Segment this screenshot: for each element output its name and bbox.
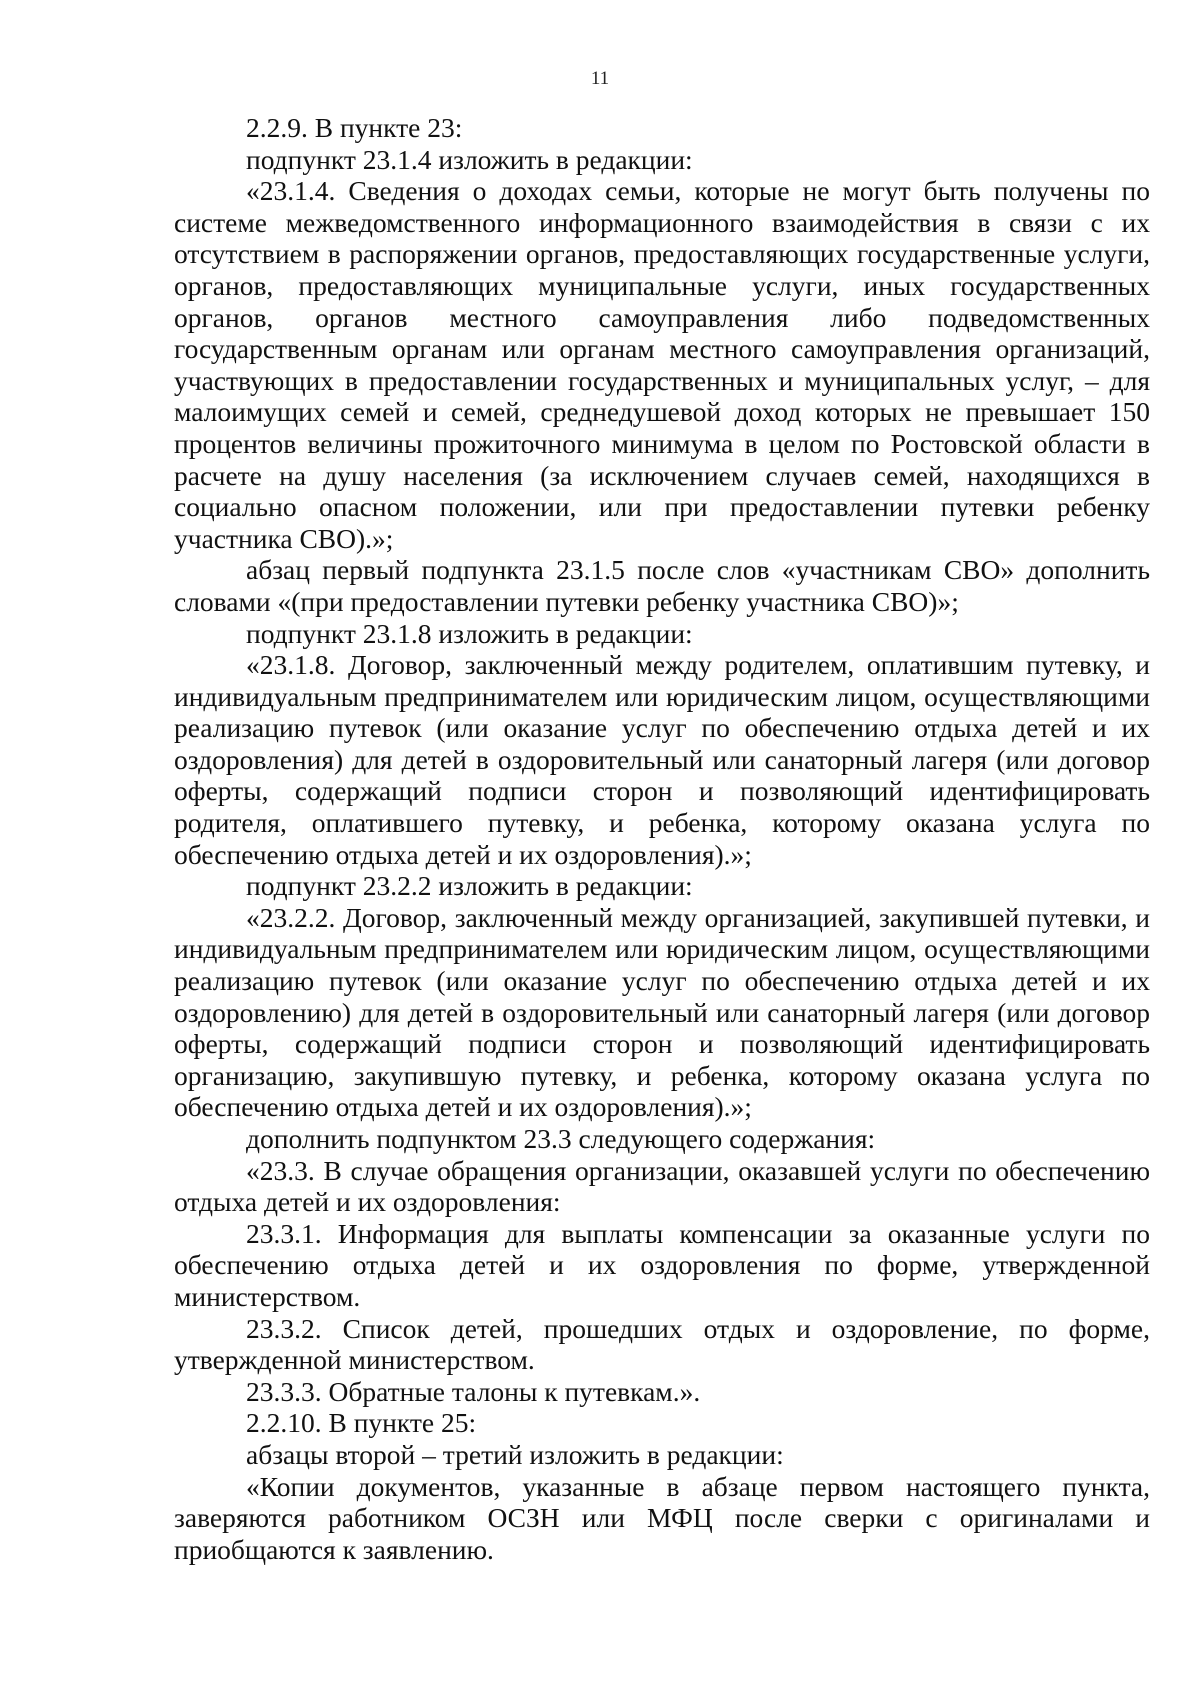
paragraph-23-3-3: 23.3.3. Обратные талоны к путевкам.». [246,1375,701,1407]
paragraph-subpoint-23-1-8-intro: подпункт 23.1.8 изложить в редакции: [246,617,693,649]
paragraph-23-3-1: 23.3.1. Информация для выплаты компенсации за оказанные услуги по обеспечению отдыха детей и их оздоровления по форме, утвержденной министерством. [174,1217,1150,1312]
page-number: 11 [590,68,610,89]
paragraph-23-3-intro: дополнить подпунктом 23.3 следующего содержания: [246,1123,876,1154]
paragraph-2-2-9: 2.2.9. В пункте 23: [246,112,463,143]
paragraph-subpoint-23-1-4-intro: подпункт 23.1.4 изложить в редакции: [246,143,693,175]
paragraph-23-1-5-amendment: абзац первый подпункта 23.1.5 после слов «участникам СВО» дополнить словами «(при предоставлении путевки ребенку участника СВО)»; [174,554,1150,617]
paragraph-23-1-4: «23.1.4. Сведения о доходах семьи, которые не могут быть получены по системе межведомственного информационного взаимодействия в связи с их отсутствием в распоряжении органов, предоставляющих государственные услуги, органов, предоставляющих муниципальные услуги, иных государственных органов, органов местного самоуправления либо подведомственных государственным органам или органам местного самоуправления организаций, участвующих в предоставлении государственных и муниципальных услуг, – для малоимущих семей и семей, среднедушевой доход которых не превышает 150 процентов величины прожиточного минимума в целом по Ростовской области в расчете на душу населения (за исключением случаев семей, находящихся в социально опасном положении, или при предоставлении путевки ребенку участника СВО).»; [174,175,1150,554]
paragraph-point-25-text: «Копии документов, указанные в абзаце первом настоящего пункта, заверяются работником ОСЗН или МФЦ после сверки с оригиналами и приобщаются к заявлению. [174,1470,1150,1565]
paragraph-23-3: «23.3. В случае обращения организации, оказавшей услуги по обеспечению отдыха детей и их оздоровления: [174,1154,1150,1218]
paragraph-23-3-2: 23.3.2. Список детей, прошедших отдых и оздоровление, по форме, утвержденной министерством. [174,1312,1150,1376]
paragraph-subpoint-23-2-2-intro: подпункт 23.2.2 изложить в редакции: [246,870,693,902]
paragraph-23-2-2: «23.2.2. Договор, заключенный между организацией, закупившей путевки, и индивидуальным предпринимателем или юридическим лицом, осуществляющими реализацию путевок (или оказание услуг по обеспечению отдыха детей и их оздоровлению) для детей в оздоровительный или санаторный лагеря (или договор оферты, содержащий подписи сторон и позволяющий идентифицировать организацию, закупившую путевку, и ребенка, которому оказана услуга по обеспечению отдыха детей и их оздоровления).»; [174,901,1150,1123]
paragraph-point-25-intro: абзацы второй – третий изложить в редакции: [246,1438,784,1470]
document-body [174,112,1150,1565]
paragraph-2-2-10: 2.2.10. В пункте 25: [246,1407,477,1439]
paragraph-23-1-8: «23.1.8. Договор, заключенный между родителем, оплатившим путевку, и индивидуальным предпринимателем или юридическим лицом, осуществляющими реализацию путевок (или оказание услуг по обеспечению отдыха детей и их оздоровления) для детей в оздоровительный или санаторный лагеря (или договор оферты, содержащий подписи сторон и позволяющий идентифицировать родителя, оплатившего путевку, и ребенка, которому оказана услуга по обеспечению отдыха детей и их оздоровления).»; [174,649,1150,870]
